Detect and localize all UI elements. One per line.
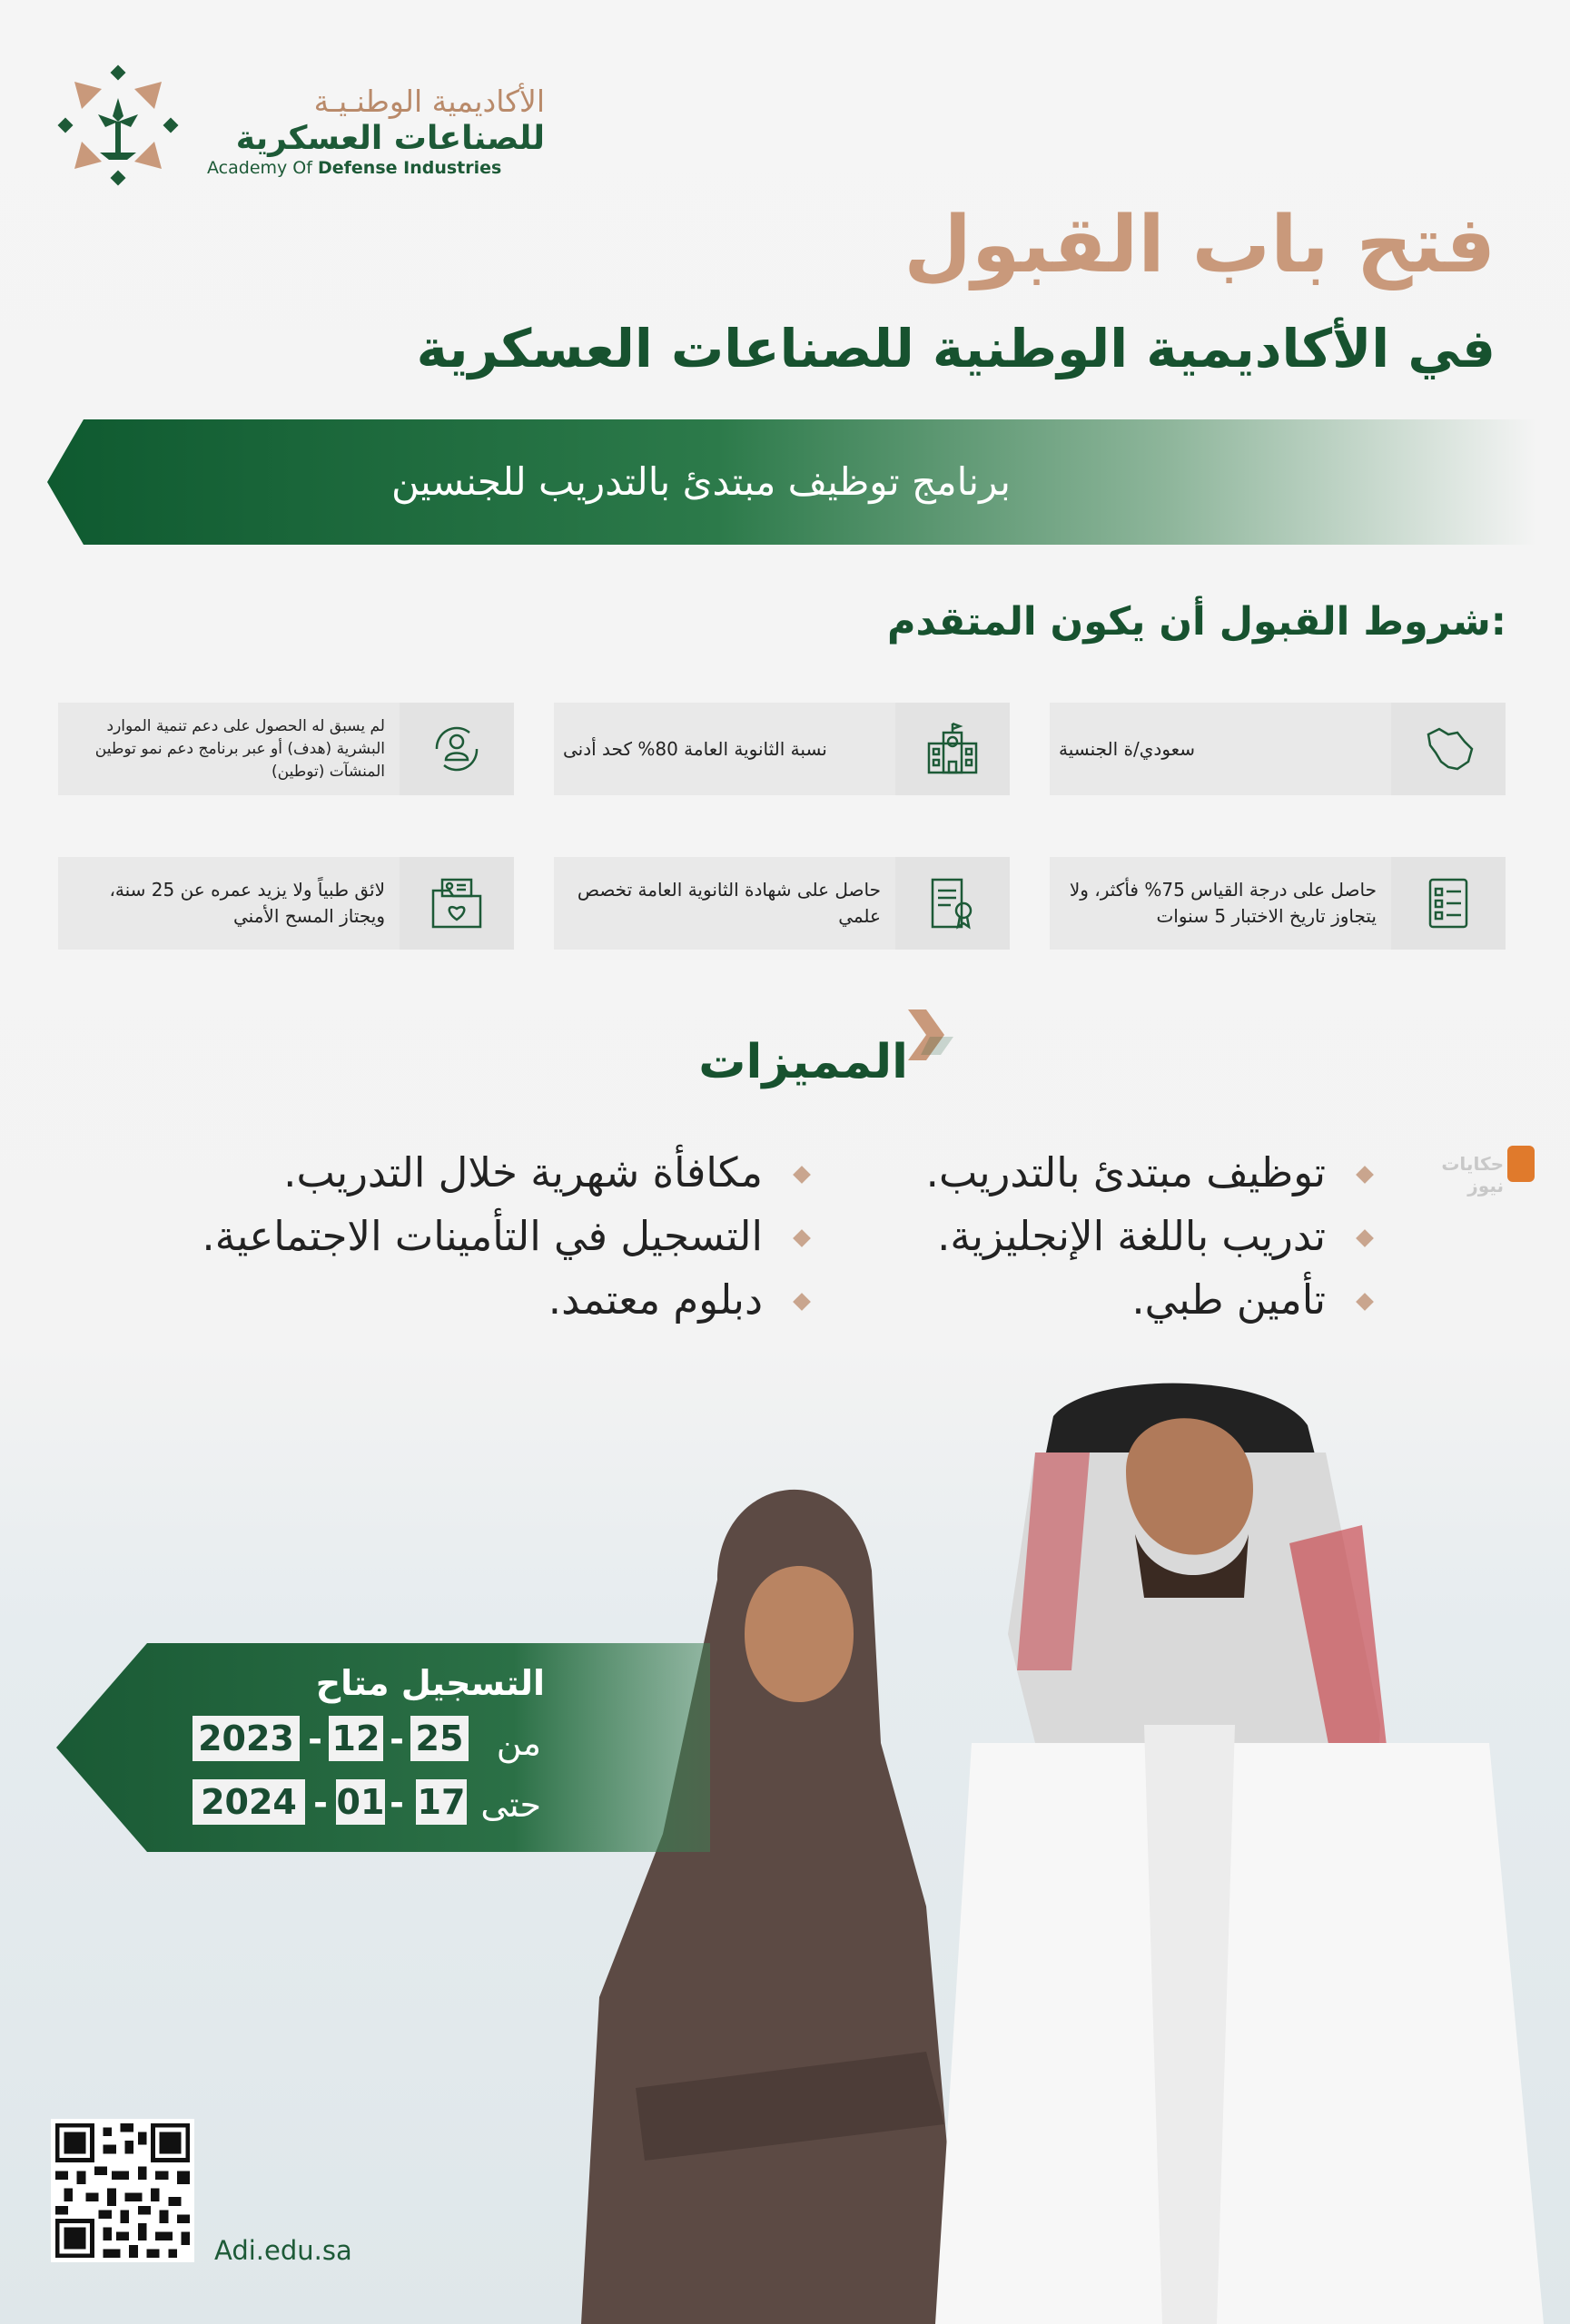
logo-arabic-line1: الأكاديمية الوطنـيـة bbox=[313, 84, 545, 119]
feature-item: التسجيل في التأمينات الاجتماعية. bbox=[202, 1212, 763, 1260]
logo-english-bold: Defense Industries bbox=[318, 158, 502, 178]
feature-item: مكافأة شهرية خلال التدريب. bbox=[283, 1148, 763, 1196]
person-cycle-icon bbox=[430, 722, 484, 776]
program-banner bbox=[47, 419, 1536, 545]
condition-icon-box bbox=[895, 703, 1010, 795]
features-chevron-icon bbox=[899, 1009, 963, 1064]
feature-item: تأمين طبي. bbox=[1131, 1275, 1326, 1324]
from-year: 2023 bbox=[193, 1716, 300, 1761]
feature-bullet bbox=[1356, 1166, 1374, 1184]
feature-item: دبلوم معتمد. bbox=[548, 1275, 763, 1324]
academy-emblem-icon bbox=[54, 62, 182, 189]
feature-bullet bbox=[1356, 1229, 1374, 1247]
certificate-icon bbox=[925, 876, 980, 931]
condition-icon-box bbox=[1391, 857, 1506, 950]
date-separator: - bbox=[313, 1783, 328, 1823]
condition-icon-box bbox=[400, 857, 514, 950]
website-link[interactable]: Adi.edu.sa bbox=[214, 2235, 352, 2266]
from-month: 12 bbox=[329, 1716, 383, 1761]
condition-icon-box bbox=[1391, 703, 1506, 795]
people-illustration bbox=[581, 1362, 1570, 2324]
headline-open-admission: فتح باب القبول bbox=[903, 200, 1496, 290]
condition-text: سعودي/ة الجنسية bbox=[1059, 737, 1196, 760]
to-year: 2024 bbox=[193, 1779, 305, 1825]
condition-text: لم يسبق له الحصول على دعم تنمية الموارد البشرية (هدف) أو عبر برنامج دعم نمو توطين المنشآت (توطين) bbox=[94, 716, 385, 781]
medical-folder-icon bbox=[430, 876, 484, 931]
watermark-text: حكايات نيوز bbox=[1441, 1153, 1504, 1196]
logo-english-prefix: Academy Of bbox=[207, 158, 312, 178]
condition-text: نسبة الثانوية العامة 80% كحد أدنى bbox=[563, 737, 827, 760]
logo-arabic-line2: للصناعات العسكرية bbox=[235, 120, 545, 157]
condition-text: حاصل على شهادة الثانوية العامة تخصص علمي bbox=[577, 879, 881, 927]
condition-card-medical bbox=[58, 857, 514, 950]
to-day: 17 bbox=[416, 1779, 467, 1825]
condition-icon-box bbox=[400, 703, 514, 795]
from-day: 25 bbox=[410, 1716, 469, 1761]
date-separator: - bbox=[390, 1783, 404, 1823]
feature-bullet bbox=[793, 1166, 811, 1184]
school-building-icon bbox=[925, 722, 980, 776]
condition-icon-box bbox=[895, 857, 1010, 950]
condition-text: لائق طبياً ولا يزيد عمره عن 25 سنة، ويجتاز المسح الأمني bbox=[109, 879, 385, 927]
condition-text: حاصل على درجة القياس 75% فأكثر، ولا يتجاوز تاريخ الاختبار 5 سنوات bbox=[1069, 879, 1377, 927]
condition-card-support bbox=[58, 703, 514, 795]
headline-academy: في الأكاديمية الوطنية للصناعات العسكرية bbox=[416, 318, 1496, 379]
date-separator: - bbox=[390, 1719, 404, 1759]
condition-card-qiyas bbox=[1050, 857, 1506, 950]
logo-english-name bbox=[207, 158, 552, 178]
feature-item: تدريب باللغة الإنجليزية. bbox=[937, 1212, 1326, 1260]
saudi-map-icon bbox=[1421, 722, 1476, 776]
features-title: المميزات bbox=[698, 1035, 908, 1089]
to-month: 01 bbox=[336, 1779, 385, 1825]
program-label: برنامج توظيف مبتدئ بالتدريب للجنسين bbox=[391, 459, 1011, 504]
date-separator: - bbox=[308, 1719, 322, 1759]
qr-code[interactable] bbox=[51, 2119, 194, 2262]
watermark bbox=[1417, 1146, 1535, 1196]
condition-card-nationality bbox=[1050, 703, 1506, 795]
feature-bullet bbox=[793, 1229, 811, 1247]
conditions-title: شروط القبول أن يكون المتقدم: bbox=[887, 599, 1506, 645]
registration-from-label: من bbox=[496, 1723, 541, 1763]
checklist-icon bbox=[1421, 876, 1476, 931]
feature-bullet bbox=[793, 1293, 811, 1311]
registration-title: التسجيل متاح bbox=[315, 1663, 545, 1703]
watermark-logo-icon bbox=[1507, 1146, 1535, 1182]
academy-logo bbox=[54, 56, 545, 192]
feature-bullet bbox=[1356, 1293, 1374, 1311]
condition-card-certificate bbox=[554, 857, 1010, 950]
registration-to-label: حتى bbox=[480, 1785, 541, 1825]
feature-item: توظيف مبتدئ بالتدريب. bbox=[925, 1148, 1326, 1196]
condition-card-grade bbox=[554, 703, 1010, 795]
